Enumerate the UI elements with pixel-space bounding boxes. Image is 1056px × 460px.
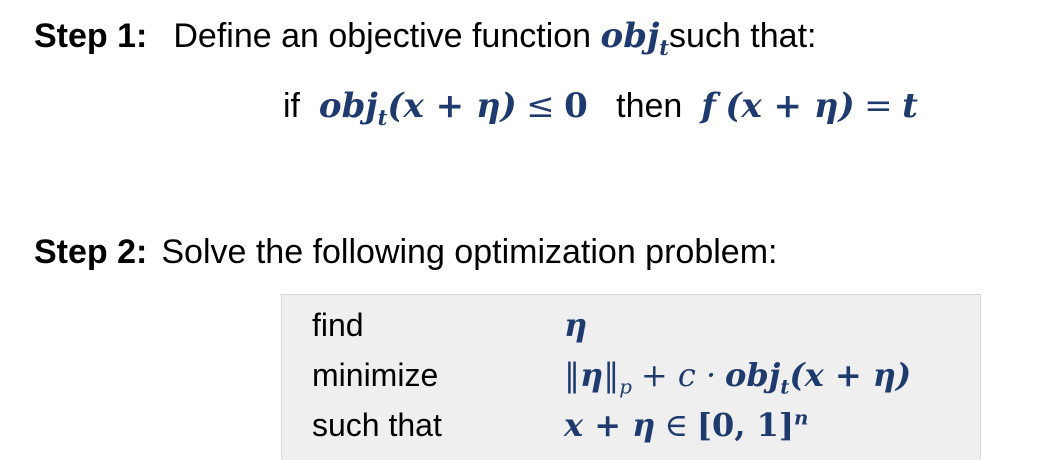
minimize-objective-subscript: t bbox=[780, 374, 790, 399]
condition-line bbox=[283, 86, 918, 130]
target-label: t bbox=[902, 86, 918, 126]
step-1-description-suffix: such that: bbox=[669, 17, 817, 55]
classifier-function: f bbox=[701, 86, 716, 126]
find-variable: η bbox=[564, 306, 588, 344]
such-that-keyword: such that bbox=[312, 407, 442, 443]
step-1-description-prefix: Define an objective function bbox=[173, 17, 592, 55]
constraint-lhs: x + η bbox=[564, 406, 656, 444]
norm-close: ‖ bbox=[603, 356, 620, 394]
norm-open: ‖ bbox=[564, 356, 580, 394]
find-keyword: find bbox=[312, 307, 364, 343]
classifier-argument: (x + η) bbox=[725, 86, 855, 126]
constraint-dimension: n bbox=[794, 405, 809, 430]
minimize-objective-argument: (x + η) bbox=[789, 356, 912, 394]
condition-objective-argument: (x + η) bbox=[387, 86, 517, 126]
step-1-label: Step 1: bbox=[34, 17, 148, 55]
then-keyword: then bbox=[616, 87, 683, 125]
constraint-expression bbox=[564, 403, 808, 447]
step-2-description: Solve the following optimization problem: bbox=[161, 233, 778, 271]
condition-objective-symbol: obj bbox=[318, 86, 378, 126]
constraint-interval: [0, 1] bbox=[696, 406, 794, 444]
condition-objective bbox=[318, 86, 517, 130]
minimize-objective bbox=[725, 356, 912, 399]
objective-function-subscript: t bbox=[659, 34, 670, 60]
norm-subscript: p bbox=[619, 375, 632, 399]
condition-objective-subscript: t bbox=[377, 104, 388, 130]
norm-variable: η bbox=[580, 356, 604, 394]
element-of-symbol: ∈ bbox=[664, 406, 689, 444]
if-keyword: if bbox=[283, 87, 300, 125]
penalty-term: + c · bbox=[640, 356, 717, 394]
minimize-keyword: minimize bbox=[312, 357, 439, 393]
relation-symbol: ≤ bbox=[526, 86, 555, 126]
objective-function-name bbox=[600, 16, 670, 60]
step-2-label: Step 2: bbox=[34, 233, 148, 271]
optimization-row-such-that bbox=[282, 403, 982, 447]
step-2-line bbox=[34, 232, 777, 272]
step-1-line bbox=[34, 16, 817, 60]
equals-symbol: = bbox=[864, 86, 893, 126]
optimization-row-find bbox=[282, 303, 982, 347]
threshold-value: 0 bbox=[564, 86, 588, 126]
optimization-row-minimize bbox=[282, 353, 982, 397]
minimize-expression bbox=[564, 353, 911, 397]
objective-function-symbol: obj bbox=[600, 16, 660, 56]
optimization-problem-box bbox=[281, 294, 981, 460]
minimize-objective-symbol: obj bbox=[725, 356, 781, 394]
